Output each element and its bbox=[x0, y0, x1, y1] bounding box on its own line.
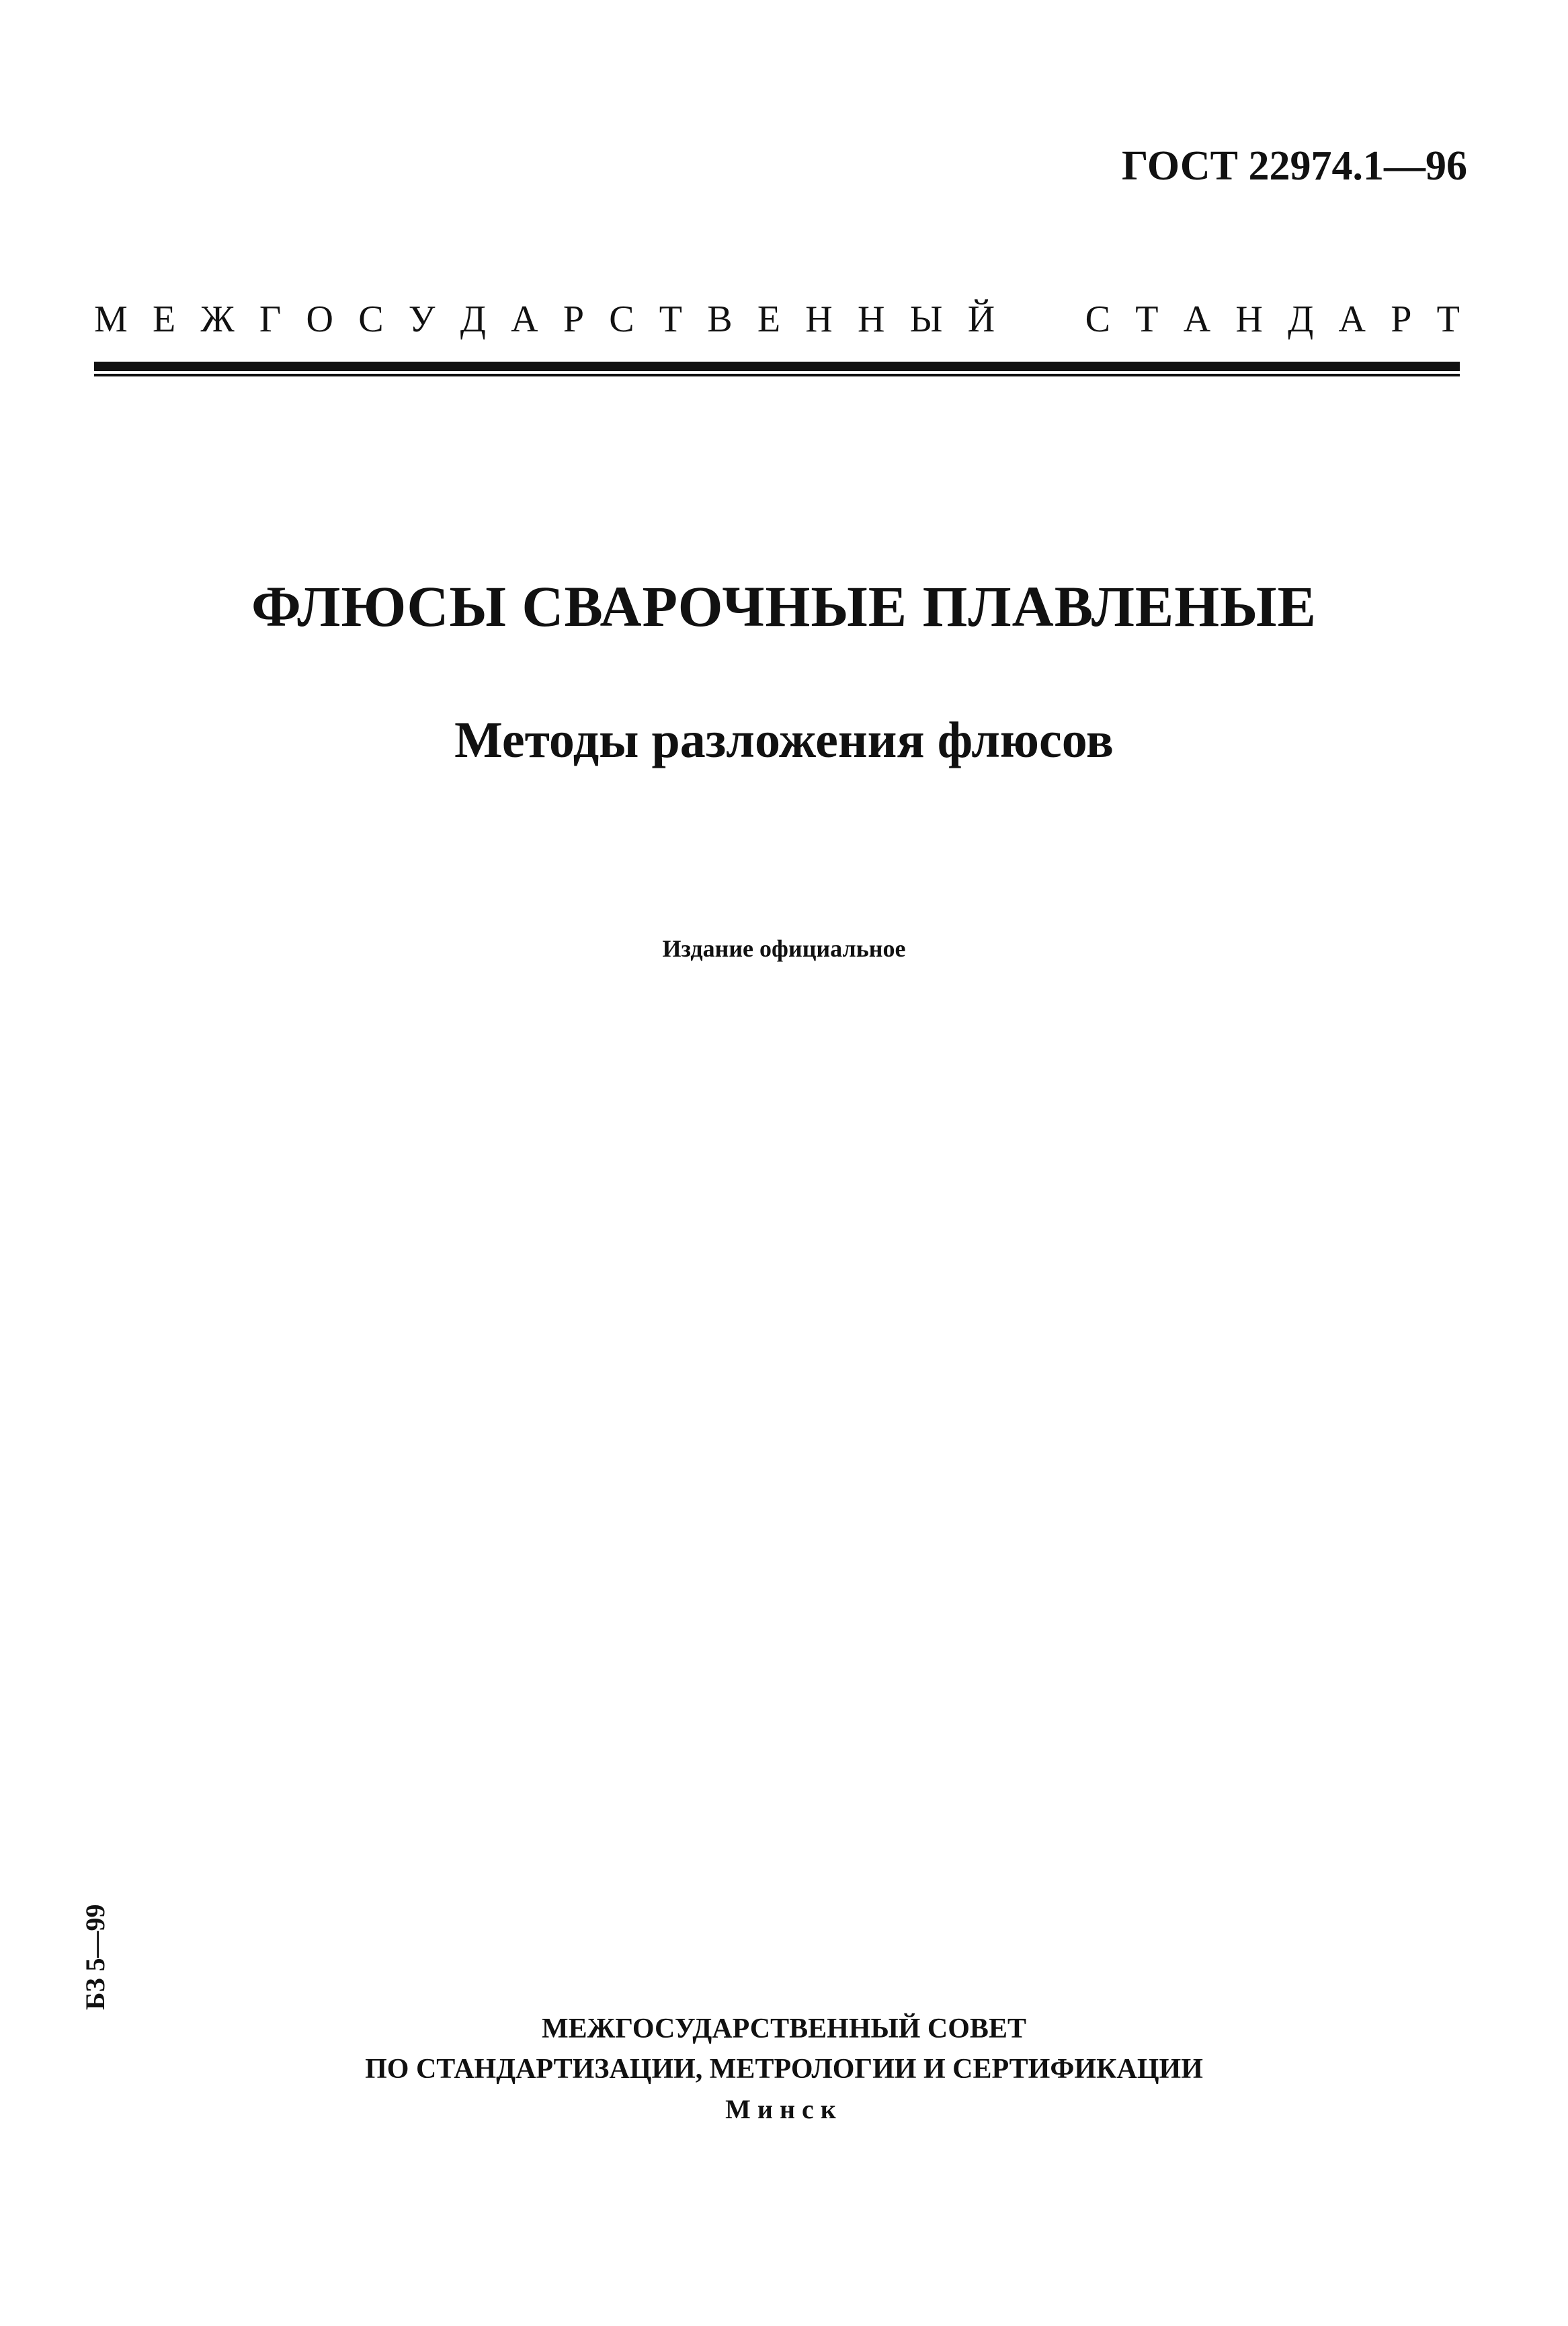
standard-type-banner bbox=[94, 292, 1460, 346]
document-subtitle: Методы разложения флюсов bbox=[454, 712, 1114, 768]
edition-note: Издание официальное bbox=[662, 935, 906, 962]
banner-letter: Ы bbox=[909, 298, 943, 340]
banner-letter: Н bbox=[857, 298, 885, 340]
banner-letter: О bbox=[306, 298, 333, 340]
banner-letter: Д bbox=[460, 298, 486, 340]
document-number: ГОСТ 22974.1—96 bbox=[1121, 143, 1467, 189]
banner-letter: Т bbox=[659, 298, 683, 340]
banner-letter: Т bbox=[1436, 298, 1460, 340]
banner-letter: Р bbox=[563, 298, 584, 340]
banner-letter: Г bbox=[259, 298, 282, 340]
banner-letter: Е bbox=[757, 298, 781, 340]
banner-letter: Т bbox=[1135, 298, 1159, 340]
banner-letter: Н bbox=[1235, 298, 1263, 340]
publisher-city: Минск bbox=[725, 2094, 843, 2124]
header-rule-thin bbox=[94, 374, 1460, 376]
banner-letter: Р bbox=[1391, 298, 1412, 340]
banner-letter: С bbox=[609, 298, 634, 340]
publisher-block bbox=[0, 2009, 1568, 2130]
document-title: ФЛЮСЫ СВАРОЧНЫЕ ПЛАВЛЕНЫЕ bbox=[251, 574, 1317, 639]
publisher-line-1: МЕЖГОСУДАРСТВЕННЫЙ СОВЕТ bbox=[542, 2013, 1026, 2044]
banner-letter: Н bbox=[805, 298, 833, 340]
banner-letter: С bbox=[358, 298, 384, 340]
banner-letter: У bbox=[408, 298, 436, 340]
banner-letter: А bbox=[1183, 298, 1211, 340]
banner-letter: Е bbox=[153, 298, 176, 340]
publisher-line-2: ПО СТАНДАРТИЗАЦИИ, МЕТРОЛОГИИ И СЕРТИФИКАЦИИ bbox=[365, 2054, 1203, 2085]
banner-letter: Й bbox=[967, 298, 995, 340]
banner-letter: Д bbox=[1288, 298, 1314, 340]
side-catalog-code: БЗ 5—99 bbox=[80, 1904, 110, 2010]
header-rule-thick bbox=[94, 362, 1460, 371]
banner-letter: В bbox=[707, 298, 733, 340]
banner-letter: А bbox=[511, 298, 538, 340]
banner-letter: С bbox=[1085, 298, 1111, 340]
banner-letter: Ж bbox=[200, 298, 235, 340]
banner-letter: А bbox=[1338, 298, 1366, 340]
banner-letter: М bbox=[94, 298, 128, 340]
